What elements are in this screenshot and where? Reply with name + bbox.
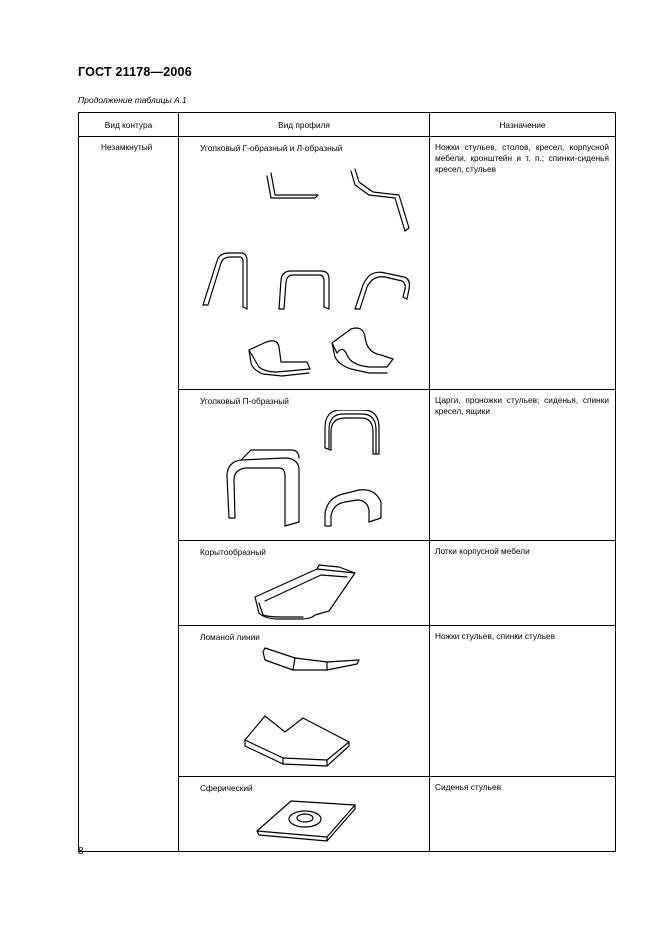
profile-cell (179, 777, 430, 852)
profile-cell (179, 137, 430, 390)
table-row (79, 137, 616, 390)
document-code: ГОСТ 21178—2006 (78, 65, 192, 79)
purpose-cell: Лотки корпусной мебели (430, 541, 616, 626)
angle-g-l-profile-drawings (179, 157, 430, 389)
contour-type-cell: Незамкнутый (79, 137, 179, 852)
profile-cell (179, 541, 430, 626)
spherical-profile-drawing (179, 797, 430, 851)
profiles-table (78, 112, 616, 852)
purpose-cell: Сиденья стульев (430, 777, 616, 852)
table-header-row (79, 113, 616, 137)
profile-name: Уголковый П-образный (200, 396, 289, 406)
broken-line-profile-drawings (179, 646, 430, 776)
trough-profile-drawing (179, 561, 430, 625)
purpose-cell: Ножки стульев, столов, кресел, корпусной мебели, кронштейн и т. п.; спинки-сиденья кресел, стульев (430, 137, 616, 390)
column-header-profile: Вид профиля (179, 113, 430, 137)
profile-cell (179, 626, 430, 777)
profile-name: Уголковый Г-образный и Л-образный (200, 143, 343, 153)
profile-name: Корытообразный (200, 547, 266, 557)
table-caption: Продолжение таблицы А.1 (78, 95, 187, 105)
purpose-cell: Ножки стульев, спинки стульев (430, 626, 616, 777)
column-header-purpose: Назначение (430, 113, 616, 137)
angle-p-profile-drawings (179, 410, 430, 540)
profile-cell (179, 390, 430, 541)
purpose-cell: Царги, проножки стульев; сиденья, спинки кресел, ящики (430, 390, 616, 541)
profile-name: Сферический (200, 783, 253, 793)
column-header-contour: Вид контура (79, 113, 179, 137)
page-number: 8 (78, 846, 84, 857)
profile-name: Ломаной линии (200, 632, 260, 642)
